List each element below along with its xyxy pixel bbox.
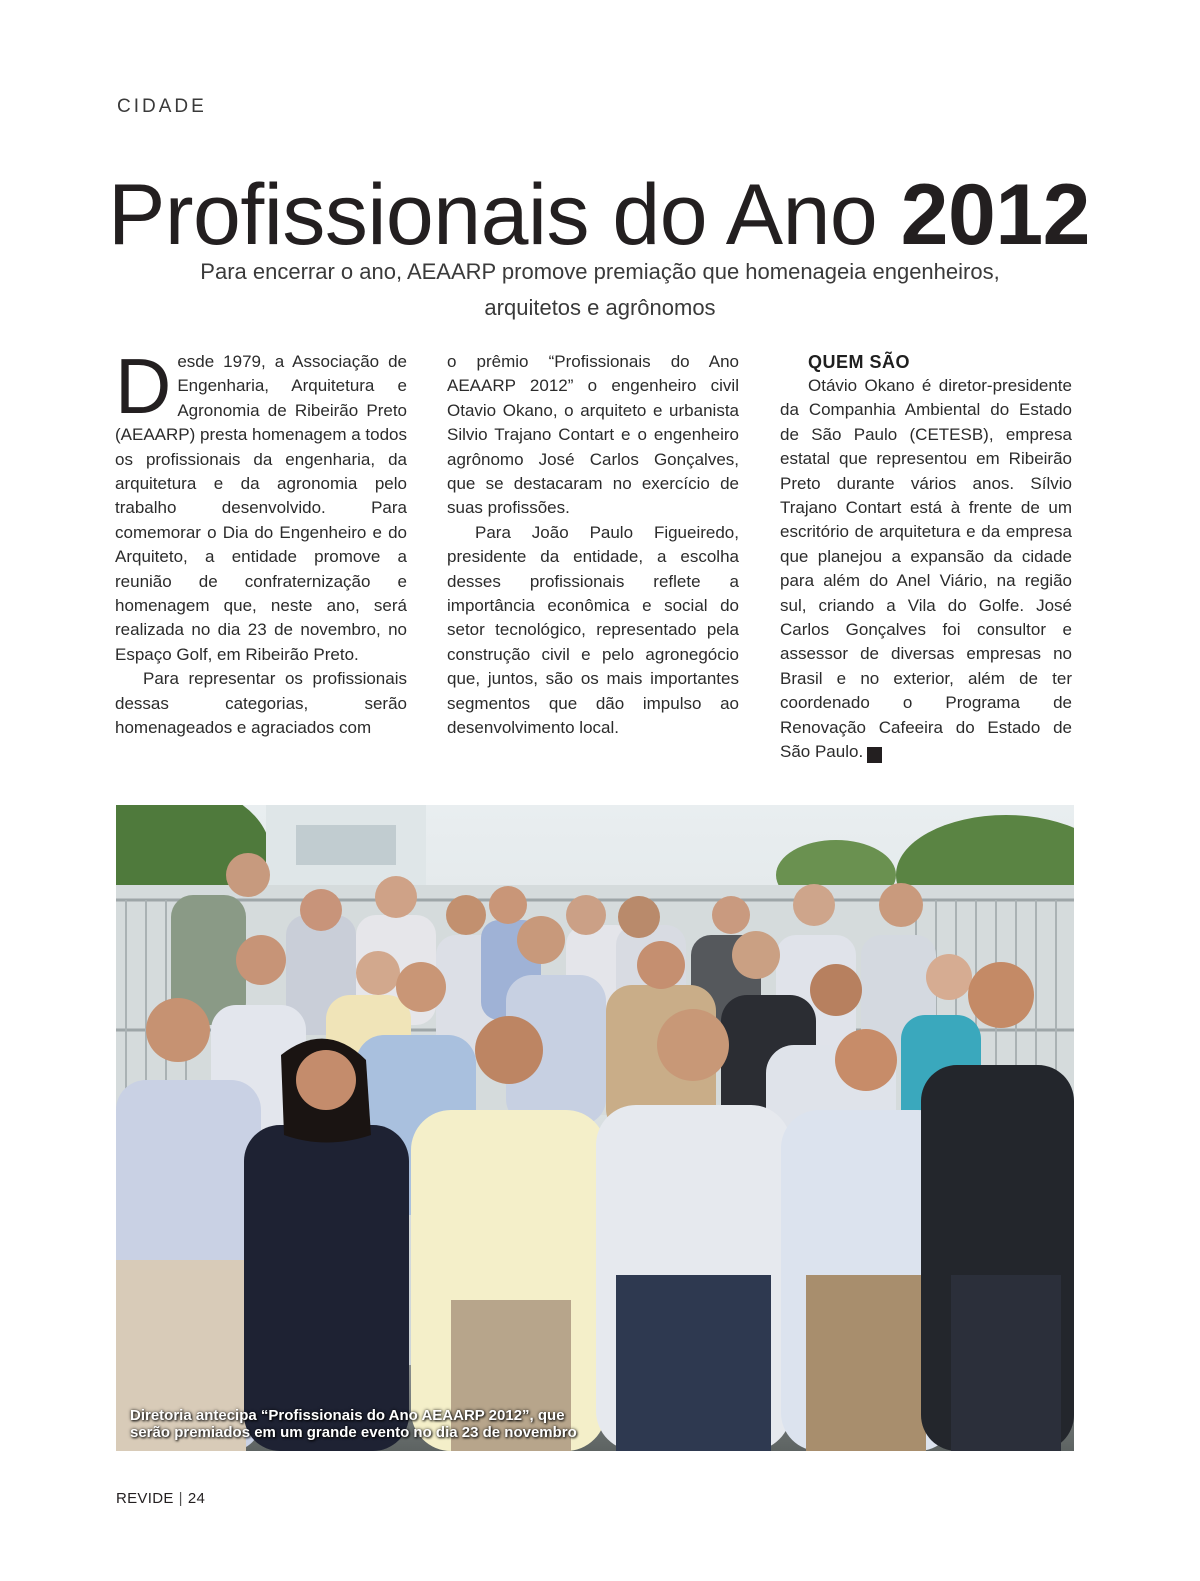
subtitle (110, 254, 1090, 326)
subtitle-line-1: Para encerrar o ano, AEAARP promove premiação que homenageia engenheiros, (200, 259, 1000, 284)
article-column-2 (447, 350, 739, 741)
caption-line-1: Diretoria antecipa “Profissionais do Ano AEAARP 2012”, que (130, 1407, 565, 1424)
magazine-name: REVIDE (116, 1490, 174, 1507)
page-number: 24 (187, 1490, 206, 1507)
group-photo (116, 805, 1074, 1451)
page-footer (116, 1490, 205, 1507)
article-column-1 (115, 342, 407, 741)
drop-cap: D (115, 342, 172, 430)
article-paragraph: Para representar os profissionais dessas categorias, serão homenageados e agraciados com (115, 669, 407, 738)
paragraph-text: esde 1979, a Associação de Engenharia, Arquitetura e Agronomia de Ribeirão Preto (AEAARP) presta homenagem a todos os profissionais da engenharia, da arquitetura e da agronomia pelo trabalho desenvolvido. Para comemorar o Dia do Engenheiro e do Arquiteto, a entidade promove a reunião de confraternização e homenagem que, neste ano, será realizada no dia 23 de novembro, no Espaço Golf, em Ribeirão Preto. (115, 352, 407, 664)
title-main: Profissionais do Ano (108, 167, 878, 263)
article-paragraph: o prêmio “Profissionais do Ano AEAARP 2012” o engenheiro civil Otavio Okano, o arquiteto e urbanista Silvio Trajano Contart e o engenheiro agrônomo José Carlos Gonçalves, que se destacaram no exercício de suas profissões. (447, 352, 739, 518)
footer-separator: | (178, 1490, 183, 1507)
photo-caption (130, 1407, 577, 1441)
article-paragraph: Para João Paulo Figueiredo, presidente da entidade, a escolha desses profissionais reflete a importância econômica e social do setor tecnológico, representado pela construção civil e pelo agronegócio que, juntos, são os mais importantes segmentos que dão impulso ao desenvolvimento local. (447, 522, 739, 738)
paragraph-text: Otávio Okano é diretor-presidente da Companhia Ambiental do Estado de São Paulo (CETESB), empresa estatal que representou em Ribeirão Preto durante vários anos. Sílvio Trajano Contart está à frente de um escritório de arquitetura e da empresa que planejou a expansão da cidade para além do Anel Viário, na região sul, criando a Vila do Golfe. José Carlos Gonçalves foi consultor e assessor de diversas empresas no Brasil e no exterior, além de ter coordenado o Programa de Renovação Cafeeira do Estado de São Paulo. (780, 376, 1072, 762)
group-photo-illustration (116, 805, 1074, 1451)
section-label: CIDADE (117, 96, 207, 117)
caption-line-2: serão premiados em um grande evento no dia 23 de novembro (130, 1424, 577, 1441)
article-column-3 (780, 350, 1072, 765)
article-paragraph (780, 374, 1072, 765)
section-heading: QUEM SÃO (808, 352, 911, 372)
title-year: 2012 (900, 167, 1090, 263)
end-mark-icon: r (867, 747, 882, 763)
subtitle-line-2: arquitetos e agrônomos (484, 295, 716, 320)
article-paragraph (115, 342, 407, 667)
